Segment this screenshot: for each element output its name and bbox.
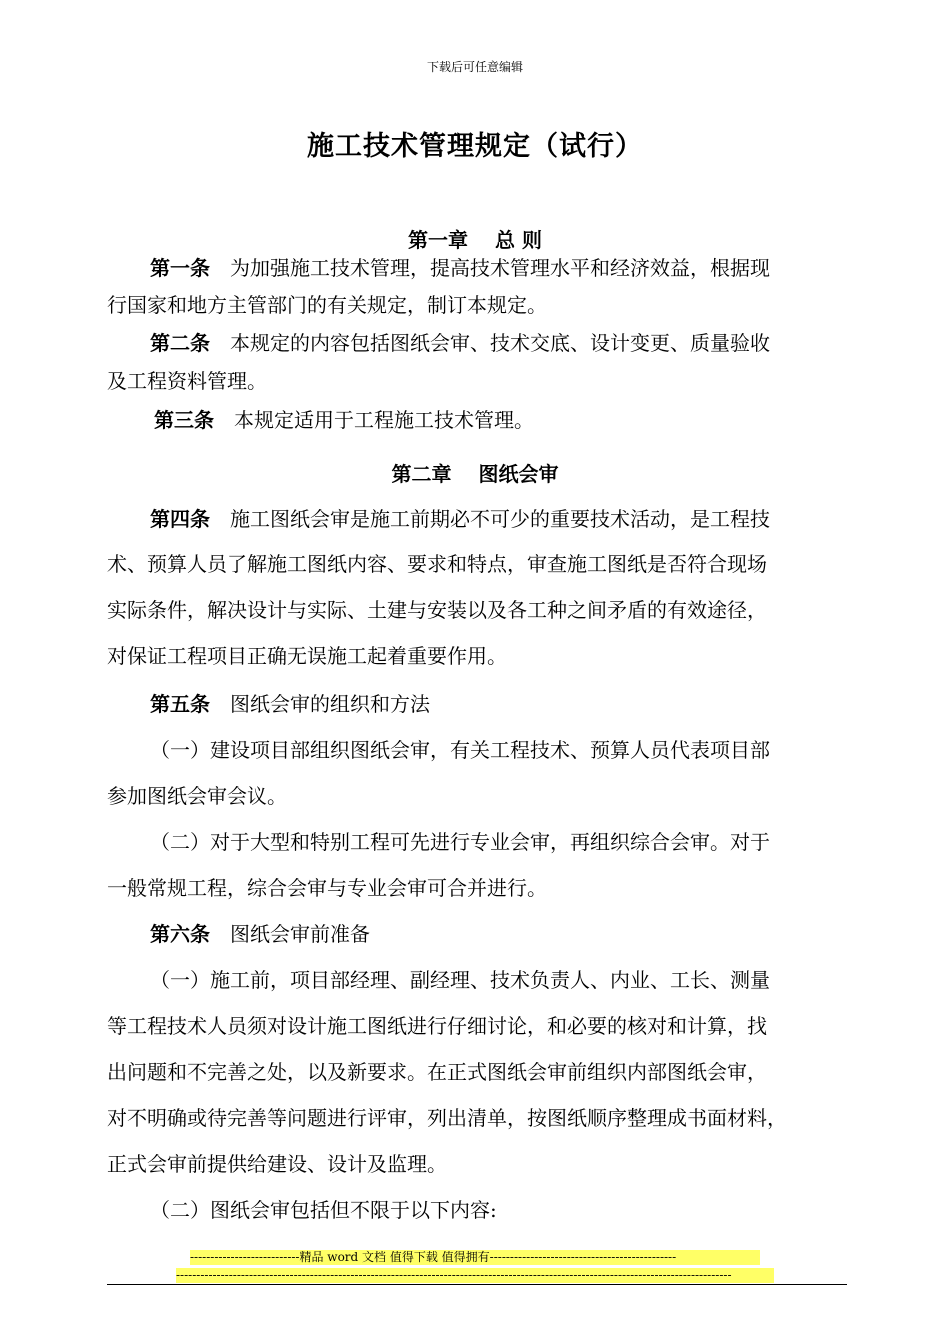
article-5-text: 图纸会审的组织和方法 bbox=[210, 692, 430, 716]
article-4-text: 施工图纸会审是施工前期必不可少的重要技术活动，是工程技 bbox=[210, 507, 770, 531]
article-3-line-1 bbox=[154, 406, 894, 434]
footer-banner-line-1: ---------------------------精品 word 文档 值得下载 值得拥有---------------------------------------------- bbox=[190, 1250, 760, 1265]
article-4-line-1 bbox=[150, 505, 890, 533]
header-note: 下载后可任意编辑 bbox=[426, 60, 523, 74]
article-5-item-1-line-1: （一）建设项目部组织图纸会审，有关工程技术、预算人员代表项目部 bbox=[150, 738, 770, 762]
article-2-text: 本规定的内容包括图纸会审、技术交底、设计变更、质量验收 bbox=[210, 331, 770, 355]
footer-divider bbox=[107, 1284, 847, 1285]
article-2-label: 第二条 bbox=[150, 331, 210, 355]
article-5-item-1-line-2: 参加图纸会审会议。 bbox=[107, 784, 287, 808]
footer-banner-line-2: ----------------------------------------------------------------------------------------------------------------------------------------- bbox=[176, 1268, 774, 1283]
article-6-item-1-line-3: 出问题和不完善之处，以及新要求。在正式图纸会审前组织内部图纸会审， bbox=[107, 1060, 767, 1084]
article-6-line-1 bbox=[150, 920, 890, 948]
article-4-line-3: 实际条件，解决设计与实际、土建与安装以及各工种之间矛盾的有效途径， bbox=[107, 598, 767, 622]
article-1-text: 为加强施工技术管理，提高技术管理水平和经济效益，根据现 bbox=[210, 256, 770, 280]
article-6-item-1-line-1: （一）施工前，项目部经理、副经理、技术负责人、内业、工长、测量 bbox=[150, 968, 770, 992]
document-title: 施工技术管理规定（试行） bbox=[307, 131, 643, 162]
article-5-item-2-line-2: 一般常规工程，综合会审与专业会审可合并进行。 bbox=[107, 876, 547, 900]
article-4-line-2: 术、预算人员了解施工图纸内容、要求和特点，审查施工图纸是否符合现场 bbox=[107, 552, 767, 576]
article-4-label: 第四条 bbox=[150, 507, 210, 531]
chapter-2-heading: 第二章 图纸会审 bbox=[391, 462, 559, 486]
article-1-label: 第一条 bbox=[150, 256, 210, 280]
article-6-item-1-line-4: 对不明确或待完善等问题进行评审，列出清单，按图纸顺序整理成书面材料， bbox=[107, 1106, 787, 1130]
article-5-line-1 bbox=[150, 690, 890, 718]
article-2-line-2: 及工程资料管理。 bbox=[107, 369, 267, 393]
article-4-line-4: 对保证工程项目正确无误施工起着重要作用。 bbox=[107, 644, 507, 668]
chapter-1-heading: 第一章 总 则 bbox=[408, 228, 542, 252]
article-6-text: 图纸会审前准备 bbox=[210, 922, 370, 946]
article-5-item-2-line-1: （二）对于大型和特别工程可先进行专业会审，再组织综合会审。对于 bbox=[150, 830, 770, 854]
article-6-item-1-line-2: 等工程技术人员须对设计施工图纸进行仔细讨论，和必要的核对和计算，找 bbox=[107, 1014, 767, 1038]
article-6-item-1-line-5: 正式会审前提供给建设、设计及监理。 bbox=[107, 1152, 447, 1176]
article-6-label: 第六条 bbox=[150, 922, 210, 946]
article-3-text: 本规定适用于工程施工技术管理。 bbox=[214, 408, 534, 432]
article-3-label: 第三条 bbox=[154, 408, 214, 432]
article-1-line-2: 行国家和地方主管部门的有关规定，制订本规定。 bbox=[107, 293, 547, 317]
article-5-label: 第五条 bbox=[150, 692, 210, 716]
article-2-line-1 bbox=[150, 329, 890, 357]
article-1-line-1 bbox=[150, 254, 890, 282]
article-6-item-2-line-1: （二）图纸会审包括但不限于以下内容: bbox=[150, 1198, 497, 1222]
